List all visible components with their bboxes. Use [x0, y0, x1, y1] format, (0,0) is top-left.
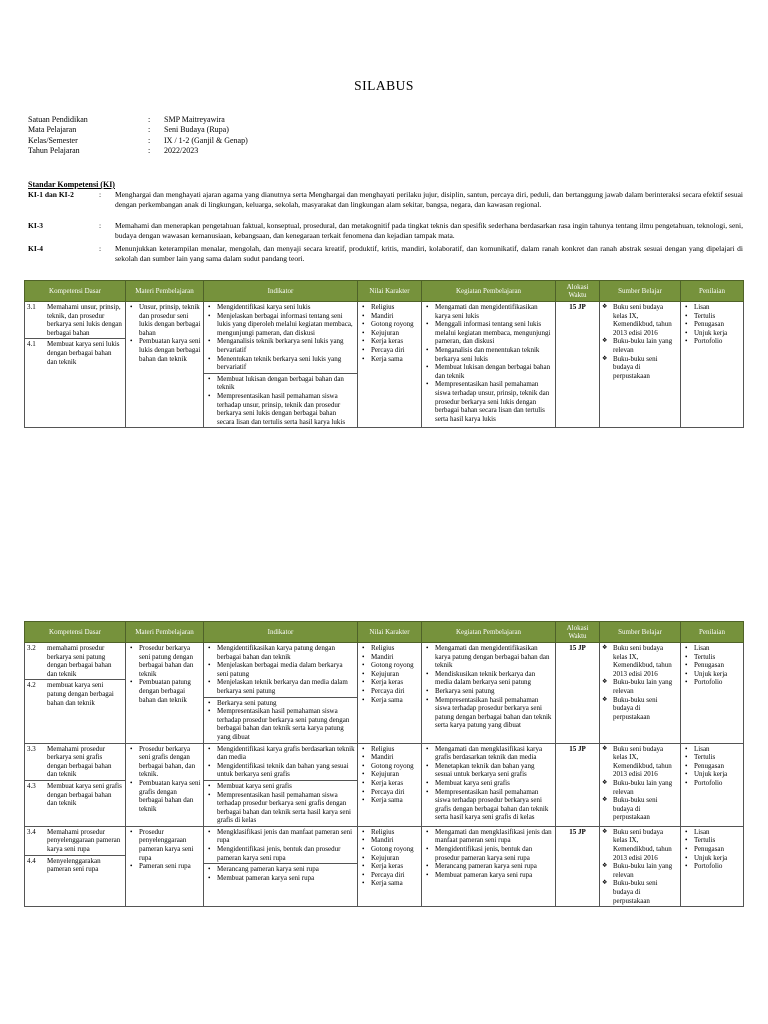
- column-header: Penilaian: [681, 622, 744, 643]
- sumber-item: ❖ Buku-buku lain yang relevan: [602, 678, 678, 695]
- sumber-item: ❖ Buku seni budaya kelas IX, Kemendikbud, tahun 2013 edisi 2016: [602, 644, 678, 678]
- nilai-karakter-cell: [358, 302, 422, 428]
- materi-cell: [126, 826, 204, 906]
- nilai-item-list: [360, 303, 419, 363]
- nilai-item: • Percaya diri: [360, 871, 419, 880]
- kegiatan-item: • Mengidentifikasi jenis, bentuk dan prosedur pameran karya seni rupa: [424, 845, 553, 862]
- kegiatan-item: • Mendiskusikan teknik berkarya dan media dalam berkarya seni patung: [424, 670, 553, 687]
- sumber-item-list: [602, 303, 678, 380]
- kompetensi-dasar-cell: [25, 302, 126, 428]
- kegiatan-item: • Mengamati dan mengidentifikasikan karya seni lukis: [424, 303, 553, 320]
- sumber-item: ❖ Buku-buku seni budaya di perpustakaan: [602, 879, 678, 905]
- kegiatan-item: • Menganalisis dan menentukan teknik berkarya seni lukis: [424, 346, 553, 363]
- kompetensi-dasar-cell: [25, 743, 126, 826]
- kegiatan-item: • Berkarya seni patung: [424, 687, 553, 696]
- penilaian-item-list: [683, 644, 741, 687]
- sumber-item: ❖ Buku-buku lain yang relevan: [602, 337, 678, 354]
- indikator-item: • Merancang pameran karya seni rupa: [206, 865, 355, 874]
- info-colon: :: [148, 125, 151, 135]
- kegiatan-item: • Mempresentasikan hasil pemahaman siswa terhadap prosedur berkarya seni grafis dengan berbagai bahan dan teknik serta hasil karya seni grafis di kelas: [424, 788, 553, 822]
- ki-colon: :: [99, 190, 102, 199]
- syllabus-table-1: [24, 280, 744, 428]
- kd-number: 3.1: [27, 303, 36, 311]
- indikator-item: • Mengklasifikasi jenis dan manfaat pameran seni rupa: [206, 828, 355, 845]
- indikator-item-list: [206, 303, 355, 372]
- penilaian-item: • Tertulis: [683, 836, 741, 845]
- kegiatan-item-list: [424, 745, 553, 822]
- penilaian-item-list: [683, 828, 741, 871]
- kegiatan-item: • Mempresentasikan hasil pemahaman siswa terhadap unsur, prinsip, teknik dan prosedur berkarya seni lukis dengan berbagai bahan secara lisan dan tertulis serta hasil karya lukis: [424, 380, 553, 423]
- indikator-item-list: [206, 375, 355, 427]
- indikator-group: [204, 373, 357, 428]
- penilaian-item: • Lisan: [683, 828, 741, 837]
- kd-item: [25, 679, 125, 708]
- ki-text: Memahami dan menerapkan pengetahuan faktual, konseptual, prosedural, dan metakognitif pada tingkat teknis dan spesifik sederhana berdasarkan rasa ingin tahunya tentang ilmu pengetahuan, teknologi, seni, budaya dengan wawasan kemanusiaan, kebangsaan, dan kenegaraan terkait fenomena dan kejadian tampak mata.: [115, 221, 743, 240]
- nilai-item: • Kerja sama: [360, 879, 419, 888]
- indikator-item: • Mempresentasikan hasil pemahaman siswa terhadap prosedur berkarya seni grafis dengan berbagai bahan dan teknik serta hasil karya seni grafis di kelas: [206, 791, 355, 825]
- materi-item: • Pembuatan karya seni grafis dengan berbagai bahan dan teknik: [128, 779, 201, 813]
- materi-item-list: [128, 644, 201, 704]
- info-label: Kelas/Semester: [28, 135, 78, 145]
- materi-cell: [126, 302, 204, 428]
- nilai-item: • Mandiri: [360, 653, 419, 662]
- indikator-cell: [204, 643, 358, 744]
- penilaian-item: • Unjuk kerja: [683, 329, 741, 338]
- indikator-item: • Berkarya seni patung: [206, 699, 355, 708]
- kd-text: Memahami prosedur penyelenggaraan pameran karya seni rupa: [47, 827, 121, 854]
- indikator-item-list: [206, 828, 355, 862]
- materi-item-list: [128, 303, 201, 363]
- nilai-item: • Kerja keras: [360, 337, 419, 346]
- indikator-group: [204, 643, 357, 697]
- indikator-item: • Mempresentasikan hasil pemahaman siswa terhadap prosedur berkarya seni patung dengan berbagai bahan dan teknik serta karya patung yang dibuat: [206, 707, 355, 741]
- column-header: Kompetensi Dasar: [25, 622, 126, 643]
- info-row: [28, 146, 248, 156]
- penilaian-item: • Portofolio: [683, 862, 741, 871]
- kd-text: memahami prosedur berkarya seni patung dengan berbagai bahan dan teknik: [47, 644, 112, 678]
- nilai-karakter-cell: [358, 743, 422, 826]
- penilaian-item: • Penugasan: [683, 320, 741, 329]
- materi-item: • Pameran seni rupa: [128, 862, 201, 871]
- kd-item: [25, 643, 125, 679]
- nilai-item: • Kerja sama: [360, 355, 419, 364]
- materi-cell: [126, 643, 204, 744]
- materi-item: • Pembuatan karya seni lukis dengan berbagai bahan dan teknik: [128, 337, 201, 363]
- alokasi-waktu-cell: 15 JP: [556, 302, 600, 428]
- kd-number: 4.3: [27, 781, 36, 790]
- nilai-item: • Kejujuran: [360, 770, 419, 779]
- kd-text: Memahami unsur, prinsip, teknik, dan prosedur berkarya seni lukis dengan berbagai bahan: [47, 303, 122, 337]
- penilaian-item-list: [683, 303, 741, 346]
- column-header: Kegiatan Pembelajaran: [422, 281, 556, 302]
- sumber-belajar-cell: [600, 302, 681, 428]
- nilai-item: • Gotong royong: [360, 762, 419, 771]
- info-colon: :: [148, 145, 151, 155]
- penilaian-item: • Unjuk kerja: [683, 854, 741, 863]
- indikator-group: [204, 697, 357, 743]
- penilaian-item: • Penugasan: [683, 845, 741, 854]
- indikator-item: • Mempresentasikan hasil pemahaman siswa terhadap unsur, prinsip, teknik dan prosedur berkarya seni lukis dengan berbagai bahan secara lisan dan tertulis serta hasil karya lukis: [206, 392, 355, 426]
- column-header: Alokasi Waktu: [556, 281, 600, 302]
- penilaian-cell: [681, 643, 744, 744]
- kegiatan-cell: [422, 643, 556, 744]
- nilai-item: • Mandiri: [360, 836, 419, 845]
- kegiatan-item: • Menetapkan teknik dan bahan yang sesuai untuk berkarya seni grafis: [424, 762, 553, 779]
- nilai-item: • Religius: [360, 828, 419, 837]
- indikator-item: • Menganalisis teknik berkarya seni lukis yang bervariatif: [206, 337, 355, 354]
- nilai-item: • Percaya diri: [360, 687, 419, 696]
- ki-label: KI-1 dan KI-2: [28, 190, 74, 199]
- kd-number: 4.2: [27, 681, 36, 690]
- materi-item: • Prosedur penyelenggaraan pameran karya seni rupa: [128, 828, 201, 862]
- info-value: Seni Budaya (Rupa): [164, 125, 229, 135]
- info-row: [28, 115, 248, 125]
- indikator-item: • Menjelaskan teknik berkarya dan media dalam berkarya seni patung: [206, 678, 355, 695]
- kd-text: Memahami prosedur berkarya seni grafis dengan berbagai bahan dan teknik: [47, 744, 112, 779]
- kegiatan-item: • Mengamati dan mengklasifikasi jenis dan manfaat pameran seni rupa: [424, 828, 553, 845]
- sumber-belajar-cell: [600, 743, 681, 826]
- info-label: Mata Pelajaran: [28, 125, 77, 135]
- nilai-item: • Kerja keras: [360, 862, 419, 871]
- kd-item: [25, 302, 125, 338]
- indikator-item: • Mengidentifikasi teknik dan bahan yang sesuai untuk berkarya seni grafis: [206, 762, 355, 779]
- nilai-item: • Kejujuran: [360, 670, 419, 679]
- kegiatan-item: • Merancang pameran karya seni rupa: [424, 862, 553, 871]
- sumber-item-list: [602, 828, 678, 905]
- indikator-item: • Membuat pameran karya seni rupa: [206, 874, 355, 883]
- indikator-cell: [204, 826, 358, 906]
- sumber-belajar-cell: [600, 643, 681, 744]
- table-row: [25, 743, 744, 826]
- column-header: Nilai Karakter: [358, 622, 422, 643]
- indikator-item: • Mengidentifikasi karya grafis berdasarkan teknik dan media: [206, 745, 355, 762]
- indikator-item-list: [206, 644, 355, 696]
- kd-item: [25, 744, 125, 780]
- sumber-item: ❖ Buku-buku lain yang relevan: [602, 779, 678, 796]
- syllabus-table-2: [24, 621, 744, 907]
- kd-item: [25, 780, 125, 809]
- ki-label: KI-3: [28, 221, 43, 230]
- page-title: SILABUS: [354, 78, 414, 93]
- sumber-item: ❖ Buku-buku seni budaya di perpustakaan: [602, 696, 678, 722]
- info-value: IX / 1-2 (Ganjil & Genap): [164, 135, 248, 145]
- penilaian-item: • Tertulis: [683, 312, 741, 321]
- kegiatan-cell: [422, 826, 556, 906]
- column-header: Indikator: [204, 622, 358, 643]
- column-header: Sumber Belajar: [600, 281, 681, 302]
- nilai-item: • Kerja sama: [360, 696, 419, 705]
- info-label: Tahun Pelajaran: [28, 145, 80, 155]
- nilai-item: • Gotong royong: [360, 320, 419, 329]
- column-header: Kegiatan Pembelajaran: [422, 622, 556, 643]
- materi-item-list: [128, 828, 201, 871]
- penilaian-item: • Portofolio: [683, 337, 741, 346]
- nilai-item: • Religius: [360, 745, 419, 754]
- column-header: Indikator: [204, 281, 358, 302]
- kegiatan-item: • Membuat pameran karya seni rupa: [424, 871, 553, 880]
- indikator-group: [204, 827, 357, 863]
- nilai-item: • Kejujuran: [360, 854, 419, 863]
- nilai-item: • Mandiri: [360, 753, 419, 762]
- nilai-item: • Religius: [360, 303, 419, 312]
- kegiatan-item: • Membuat lukisan dengan berbagai bahan dan teknik: [424, 363, 553, 380]
- nilai-karakter-cell: [358, 643, 422, 744]
- school-info: [28, 115, 248, 156]
- nilai-item: • Gotong royong: [360, 661, 419, 670]
- ki-text: Menunjukkan keterampilan menalar, mengolah, dan menyaji secara kreatif, produktif, kritis, mandiri, kolaboratif, dan komunikatif, dalam ranah konkret dan ranah abstrak sesuai dengan yang dipelajari di sekolah dan sumber lain yang sama dalam sudut pandang teori.: [115, 244, 743, 263]
- indikator-group: [204, 744, 357, 780]
- info-row: [28, 136, 248, 146]
- sumber-item-list: [602, 745, 678, 822]
- nilai-item-list: [360, 828, 419, 888]
- ki-item: [28, 221, 743, 240]
- ki-label: KI-4: [28, 244, 43, 253]
- column-header: Sumber Belajar: [600, 622, 681, 643]
- ki-item: [28, 190, 743, 209]
- ki-text: Menghargai dan menghayati ajaran agama yang dianutnya serta Menghargai dan menghayati perilaku jujur, disiplin, santun, percaya diri, peduli, dan bertanggung jawab dalam berinteraksi secara efektif sesuai dengan perkembangan anak di lingkungan, keluarga, sekolah, masyarakat dan lingkungan alam sekitar, bangsa, negara, dan kawasan regional.: [115, 190, 743, 209]
- penilaian-item-list: [683, 745, 741, 788]
- indikator-item: • Menentukan teknik berkarya seni lukis yang bervariatif: [206, 355, 355, 372]
- kegiatan-item: • Mengamati dan mengidentifikasikan karya patung dengan berbagai bahan dan teknik: [424, 644, 553, 670]
- penilaian-item: • Lisan: [683, 303, 741, 312]
- penilaian-item: • Lisan: [683, 745, 741, 754]
- penilaian-item: • Lisan: [683, 644, 741, 653]
- materi-item: • Prosedur berkarya seni patung dengan berbagai bahan dan teknik: [128, 644, 201, 678]
- info-value: 2022/2023: [164, 145, 199, 155]
- penilaian-item: • Unjuk kerja: [683, 670, 741, 679]
- ki-colon: :: [99, 221, 102, 230]
- penilaian-cell: [681, 302, 744, 428]
- table-row: [25, 826, 744, 906]
- kegiatan-item-list: [424, 828, 553, 880]
- penilaian-item: • Portofolio: [683, 678, 741, 687]
- kd-text: membuat karya seni patung dengan berbagai bahan dan teknik: [47, 681, 114, 707]
- ki-heading: Standar Kompetensi (KI): [28, 180, 115, 189]
- nilai-item: • Kerja keras: [360, 779, 419, 788]
- penilaian-item: • Unjuk kerja: [683, 770, 741, 779]
- kompetensi-dasar-cell: [25, 826, 126, 906]
- indikator-item: • Membuat karya seni grafis: [206, 782, 355, 791]
- column-header: Kompetensi Dasar: [25, 281, 126, 302]
- kegiatan-cell: [422, 302, 556, 428]
- indikator-cell: [204, 302, 358, 428]
- kompetensi-dasar-cell: [25, 643, 126, 744]
- indikator-item: • Menjelaskan berbagai informasi tentang seni lukis yang diperoleh melalui kegiatan membaca, mengunjungi pameran, dan diskusi: [206, 312, 355, 338]
- column-header: Materi Pembelajaran: [126, 622, 204, 643]
- sumber-item: ❖ Buku-buku seni budaya di perpustakaan: [602, 355, 678, 381]
- indikator-item: • Membuat lukisan dengan berbagai bahan dan teknik: [206, 375, 355, 392]
- indikator-item: • Menjelaskan berbagai media dalam berkarya seni patung: [206, 661, 355, 678]
- nilai-item: • Gotong royong: [360, 845, 419, 854]
- sumber-item: ❖ Buku-buku lain yang relevan: [602, 862, 678, 879]
- kegiatan-cell: [422, 743, 556, 826]
- indikator-cell: [204, 743, 358, 826]
- nilai-item-list: [360, 745, 419, 805]
- indikator-group: [204, 302, 357, 373]
- indikator-group: [204, 863, 357, 883]
- kegiatan-item: • Mengamati dan mengklasifikasi karya grafis berdasarkan teknik dan media: [424, 745, 553, 762]
- nilai-item-list: [360, 644, 419, 704]
- indikator-item-list: [206, 865, 355, 882]
- nilai-item: • Kerja keras: [360, 678, 419, 687]
- nilai-item: • Kejujuran: [360, 329, 419, 338]
- penilaian-item: • Portofolio: [683, 779, 741, 788]
- sumber-item: ❖ Buku seni budaya kelas IX, Kemendikbud, tahun 2013 edisi 2016: [602, 745, 678, 779]
- sumber-item-list: [602, 644, 678, 721]
- nilai-item: • Percaya diri: [360, 346, 419, 355]
- sumber-belajar-cell: [600, 826, 681, 906]
- sumber-item: ❖ Buku-buku seni budaya di perpustakaan: [602, 796, 678, 822]
- column-header: Nilai Karakter: [358, 281, 422, 302]
- ki-colon: :: [99, 244, 102, 253]
- penilaian-item: • Tertulis: [683, 653, 741, 662]
- indikator-item: • Mengidentifikasi karya seni lukis: [206, 303, 355, 312]
- indikator-item-list: [206, 745, 355, 779]
- alokasi-waktu-cell: 15 JP: [556, 643, 600, 744]
- sumber-item: ❖ Buku seni budaya kelas IX, Kemendikbud, tahun 2013 edisi 2016: [602, 828, 678, 862]
- kegiatan-item-list: [424, 303, 553, 423]
- nilai-item: • Religius: [360, 644, 419, 653]
- nilai-item: • Kerja sama: [360, 796, 419, 805]
- column-header: Alokasi Waktu: [556, 622, 600, 643]
- kegiatan-item: • Membuat karya seni grafis: [424, 779, 553, 788]
- ki-item: [28, 244, 743, 263]
- column-header: Materi Pembelajaran: [126, 281, 204, 302]
- kd-text: Membuat karya seni grafis dengan berbagai bahan dan teknik: [47, 781, 122, 808]
- info-label: Satuan Pendidikan: [28, 115, 88, 124]
- indikator-group: [204, 780, 357, 826]
- penilaian-item: • Penugasan: [683, 661, 741, 670]
- penilaian-cell: [681, 743, 744, 826]
- alokasi-waktu-cell: 15 JP: [556, 826, 600, 906]
- penilaian-cell: [681, 826, 744, 906]
- info-colon: :: [148, 115, 151, 124]
- info-value: SMP Maitreyawira: [164, 115, 225, 124]
- table-row: [25, 643, 744, 744]
- column-header: Penilaian: [681, 281, 744, 302]
- sumber-item: ❖ Buku seni budaya kelas IX, Kemendikbud, tahun 2013 edisi 2016: [602, 303, 678, 337]
- materi-cell: [126, 743, 204, 826]
- materi-item: • Prosedur berkarya seni grafis dengan berbagai bahan, dan teknik.: [128, 745, 201, 779]
- materi-item: • Pembuatan patung dengan berbagai bahan dan teknik: [128, 678, 201, 704]
- kegiatan-item-list: [424, 644, 553, 730]
- kd-item: [25, 855, 125, 875]
- indikator-item: • Mengidentifikasikan karya patung dengan berbagai bahan dan teknik: [206, 644, 355, 661]
- kd-text: Menyelenggarakan pameran seni rupa: [47, 856, 101, 874]
- indikator-item-list: [206, 782, 355, 825]
- kd-text: Membuat karya seni lukis dengan berbagai bahan dan teknik: [47, 340, 120, 366]
- info-colon: :: [148, 135, 151, 145]
- alokasi-waktu-cell: 15 JP: [556, 743, 600, 826]
- materi-item-list: [128, 745, 201, 814]
- info-row: [28, 125, 248, 135]
- kd-number: 3.2: [27, 644, 36, 652]
- kd-number: 4.1: [27, 340, 36, 349]
- kd-item: [25, 338, 125, 367]
- nilai-karakter-cell: [358, 826, 422, 906]
- kd-number: 3.4: [27, 827, 36, 836]
- materi-item: • Unsur, prinsip, teknik dan prosedur seni lukis dengan berbagai bahan: [128, 303, 201, 337]
- table-row: [25, 302, 744, 428]
- kegiatan-item: • Menggali informasi tentang seni lukis melalui kegiatan membaca, mengunjungi pameran, dan diskusi: [424, 320, 553, 346]
- penilaian-item: • Tertulis: [683, 753, 741, 762]
- indikator-item: • Mengidentifikasi jenis, bentuk dan prosedur pameran karya seni rupa: [206, 845, 355, 862]
- kd-number: 4.4: [27, 856, 36, 865]
- kd-number: 3.3: [27, 744, 36, 753]
- nilai-item: • Percaya diri: [360, 788, 419, 797]
- kd-item: [25, 827, 125, 855]
- nilai-item: • Mandiri: [360, 312, 419, 321]
- penilaian-item: • Penugasan: [683, 762, 741, 771]
- kegiatan-item: • Mempresentasikan hasil pemahaman siswa terhadap prosedur berkarya seni patung dengan berbagai bahan dan teknik serta karya patung yang dibuat: [424, 696, 553, 730]
- indikator-item-list: [206, 699, 355, 742]
